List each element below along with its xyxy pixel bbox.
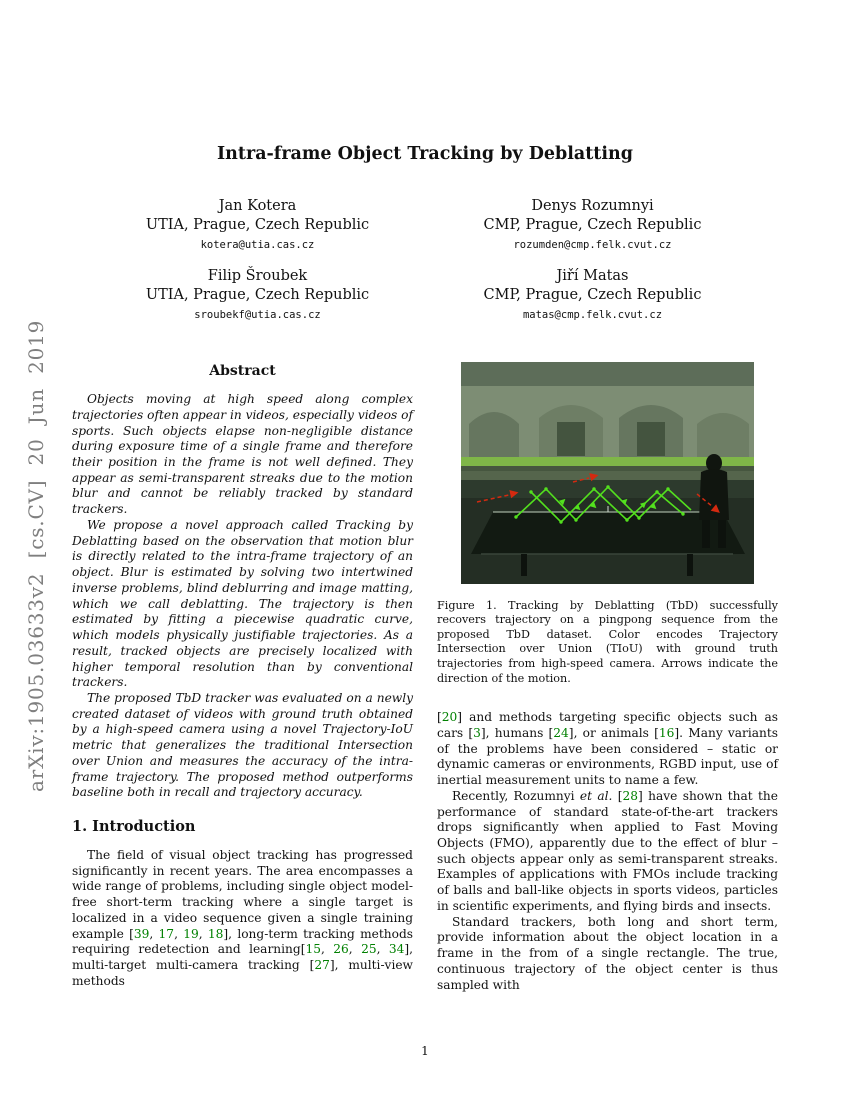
citation-link[interactable]: 16 bbox=[658, 725, 675, 740]
author-1 bbox=[435, 198, 750, 251]
figure-1 bbox=[437, 362, 778, 589]
figure1-image bbox=[461, 362, 754, 584]
intro-paragraph-1: The field of visual object tracking has progressed significantly in recent years. The area encompasses a wide range of problems, including single object model-free short-term tracking where a single target is localized in a video sequence given a single training example [39, 17, 19, 18], long-term tracking methods requiring redetection and learning[15, 26, 25, 34], multi-target multi-camera tracking [27], multi-view methods bbox=[72, 847, 414, 988]
arxiv-watermark: arXiv:1905.03633v2 [cs.CV] 20 Jun 2019 bbox=[24, 319, 48, 792]
citation-link[interactable]: 20 bbox=[441, 710, 458, 725]
author-email: rozumden@cmp.felk.cvut.cz bbox=[513, 239, 672, 251]
author-email: sroubekf@utia.cas.cz bbox=[194, 309, 321, 321]
citation-link[interactable]: 15 bbox=[305, 942, 321, 957]
author-0 bbox=[100, 198, 415, 251]
abstract-paragraph-3: The proposed TbD tracker was evaluated on a newly created dataset of videos with ground truth obtained by a high-speed camera using a novel Trajectory-IoU metric that generalizes the traditional Intersection over Union and measures the accuracy of the intra-frame trajectory. The proposed method outperforms baseline both in recall and trajectory accuracy. bbox=[72, 691, 413, 800]
citation-link[interactable]: 28 bbox=[622, 788, 639, 803]
citation-link[interactable]: 17 bbox=[158, 926, 175, 941]
page-number: 1 bbox=[421, 1044, 429, 1058]
author-affiliation: UTIA, Prague, Czech Republic bbox=[145, 217, 370, 233]
figure1-caption: Figure 1. Tracking by Deblatting (TbD) successfully recovers trajectory on a pingpong sequence from the proposed TbD dataset. Color encodes Trajectory Intersection over Union (TIoU) with ground truth trajectories from high-speed camera. Arrows indicate the direction of the motion. bbox=[437, 598, 778, 685]
citation-link[interactable]: 34 bbox=[388, 942, 405, 957]
abstract-paragraph-1: Objects moving at high speed along complex trajectories often appear in videos, especially videos of sports. Such objects elapse non-negligible distance during exposure time of a single frame and therefore their position in the frame is not well defined. They appear as semi-transparent streaks due to the motion blur and cannot be reliably tracked by standard trackers. bbox=[72, 392, 413, 517]
abstract-heading: Abstract bbox=[209, 363, 276, 379]
body-columns bbox=[72, 360, 778, 993]
citation-link[interactable]: 24 bbox=[553, 725, 569, 740]
citation-link[interactable]: 27 bbox=[314, 957, 330, 972]
author-email: matas@cmp.felk.cvut.cz bbox=[522, 309, 663, 321]
citation-link[interactable]: 39 bbox=[133, 926, 150, 941]
left-column bbox=[72, 360, 413, 993]
citation-link[interactable]: 26 bbox=[333, 942, 349, 957]
author-3 bbox=[435, 268, 750, 321]
author-affiliation: CMP, Prague, Czech Republic bbox=[483, 217, 702, 233]
author-affiliation: UTIA, Prague, Czech Republic bbox=[145, 287, 370, 303]
author-name: Filip Šroubek bbox=[207, 268, 308, 284]
citation-link[interactable]: 25 bbox=[361, 942, 377, 957]
author-name: Jiří Matas bbox=[556, 268, 629, 284]
right-paragraph-3: Standard trackers, both long and short term, provide information about the object location in a frame in the from of a single rectangle. The true, continuous trajectory of the object center is thus sampled with bbox=[437, 914, 778, 992]
citation-link[interactable]: 19 bbox=[183, 926, 199, 941]
right-paragraph-1: [20] and methods targeting specific objects such as cars [3], humans [24], or animals [16]. Many variants of the problems have been considered – static or dynamic cameras or environments, RGBD input, use of inertial measurement units to name a few. bbox=[437, 710, 779, 788]
section-heading-introduction: 1. Introduction bbox=[72, 818, 196, 836]
right-paragraph-2: Recently, Rozumnyi et al. [28] have shown that the performance of standard state-of-the-art trackers drops significantly when applied to Fast Moving Objects (FMO), apparently due to the effect of blur – such objects appear only as semi-transparent streaks. Examples of applications with FMOs include tracking of balls and ball-like objects in sports videos, particles in scientific experiments, and flying birds and insects. bbox=[437, 788, 778, 913]
author-affiliation: CMP, Prague, Czech Republic bbox=[483, 287, 702, 303]
author-email: kotera@utia.cas.cz bbox=[200, 239, 315, 251]
right-column bbox=[437, 360, 778, 993]
author-name: Jan Kotera bbox=[218, 198, 297, 214]
italic-text: et al. bbox=[579, 788, 613, 803]
abstract-paragraph-2: We propose a novel approach called Tracking by Deblatting based on the observation that motion blur is directly related to the intra-frame trajectory of an object. Blur is estimated by solving two intertwined inverse problems, blind deblurring and image matting, which we call deblatting. The trajectory is then estimated by fitting a piecewise quadratic curve, which models physically justifiable trajectories. As a result, tracked objects are precisely localized with higher temporal resolution than by conventional trackers. bbox=[72, 517, 413, 690]
citation-link[interactable]: 18 bbox=[207, 926, 224, 941]
author-2 bbox=[100, 268, 415, 321]
citation-link[interactable]: 3 bbox=[473, 725, 481, 740]
abstract-section bbox=[72, 362, 413, 801]
author-name: Denys Rozumnyi bbox=[531, 198, 654, 214]
paper-title: Intra-frame Object Tracking by Deblatting bbox=[216, 144, 634, 164]
author-block bbox=[100, 198, 750, 321]
